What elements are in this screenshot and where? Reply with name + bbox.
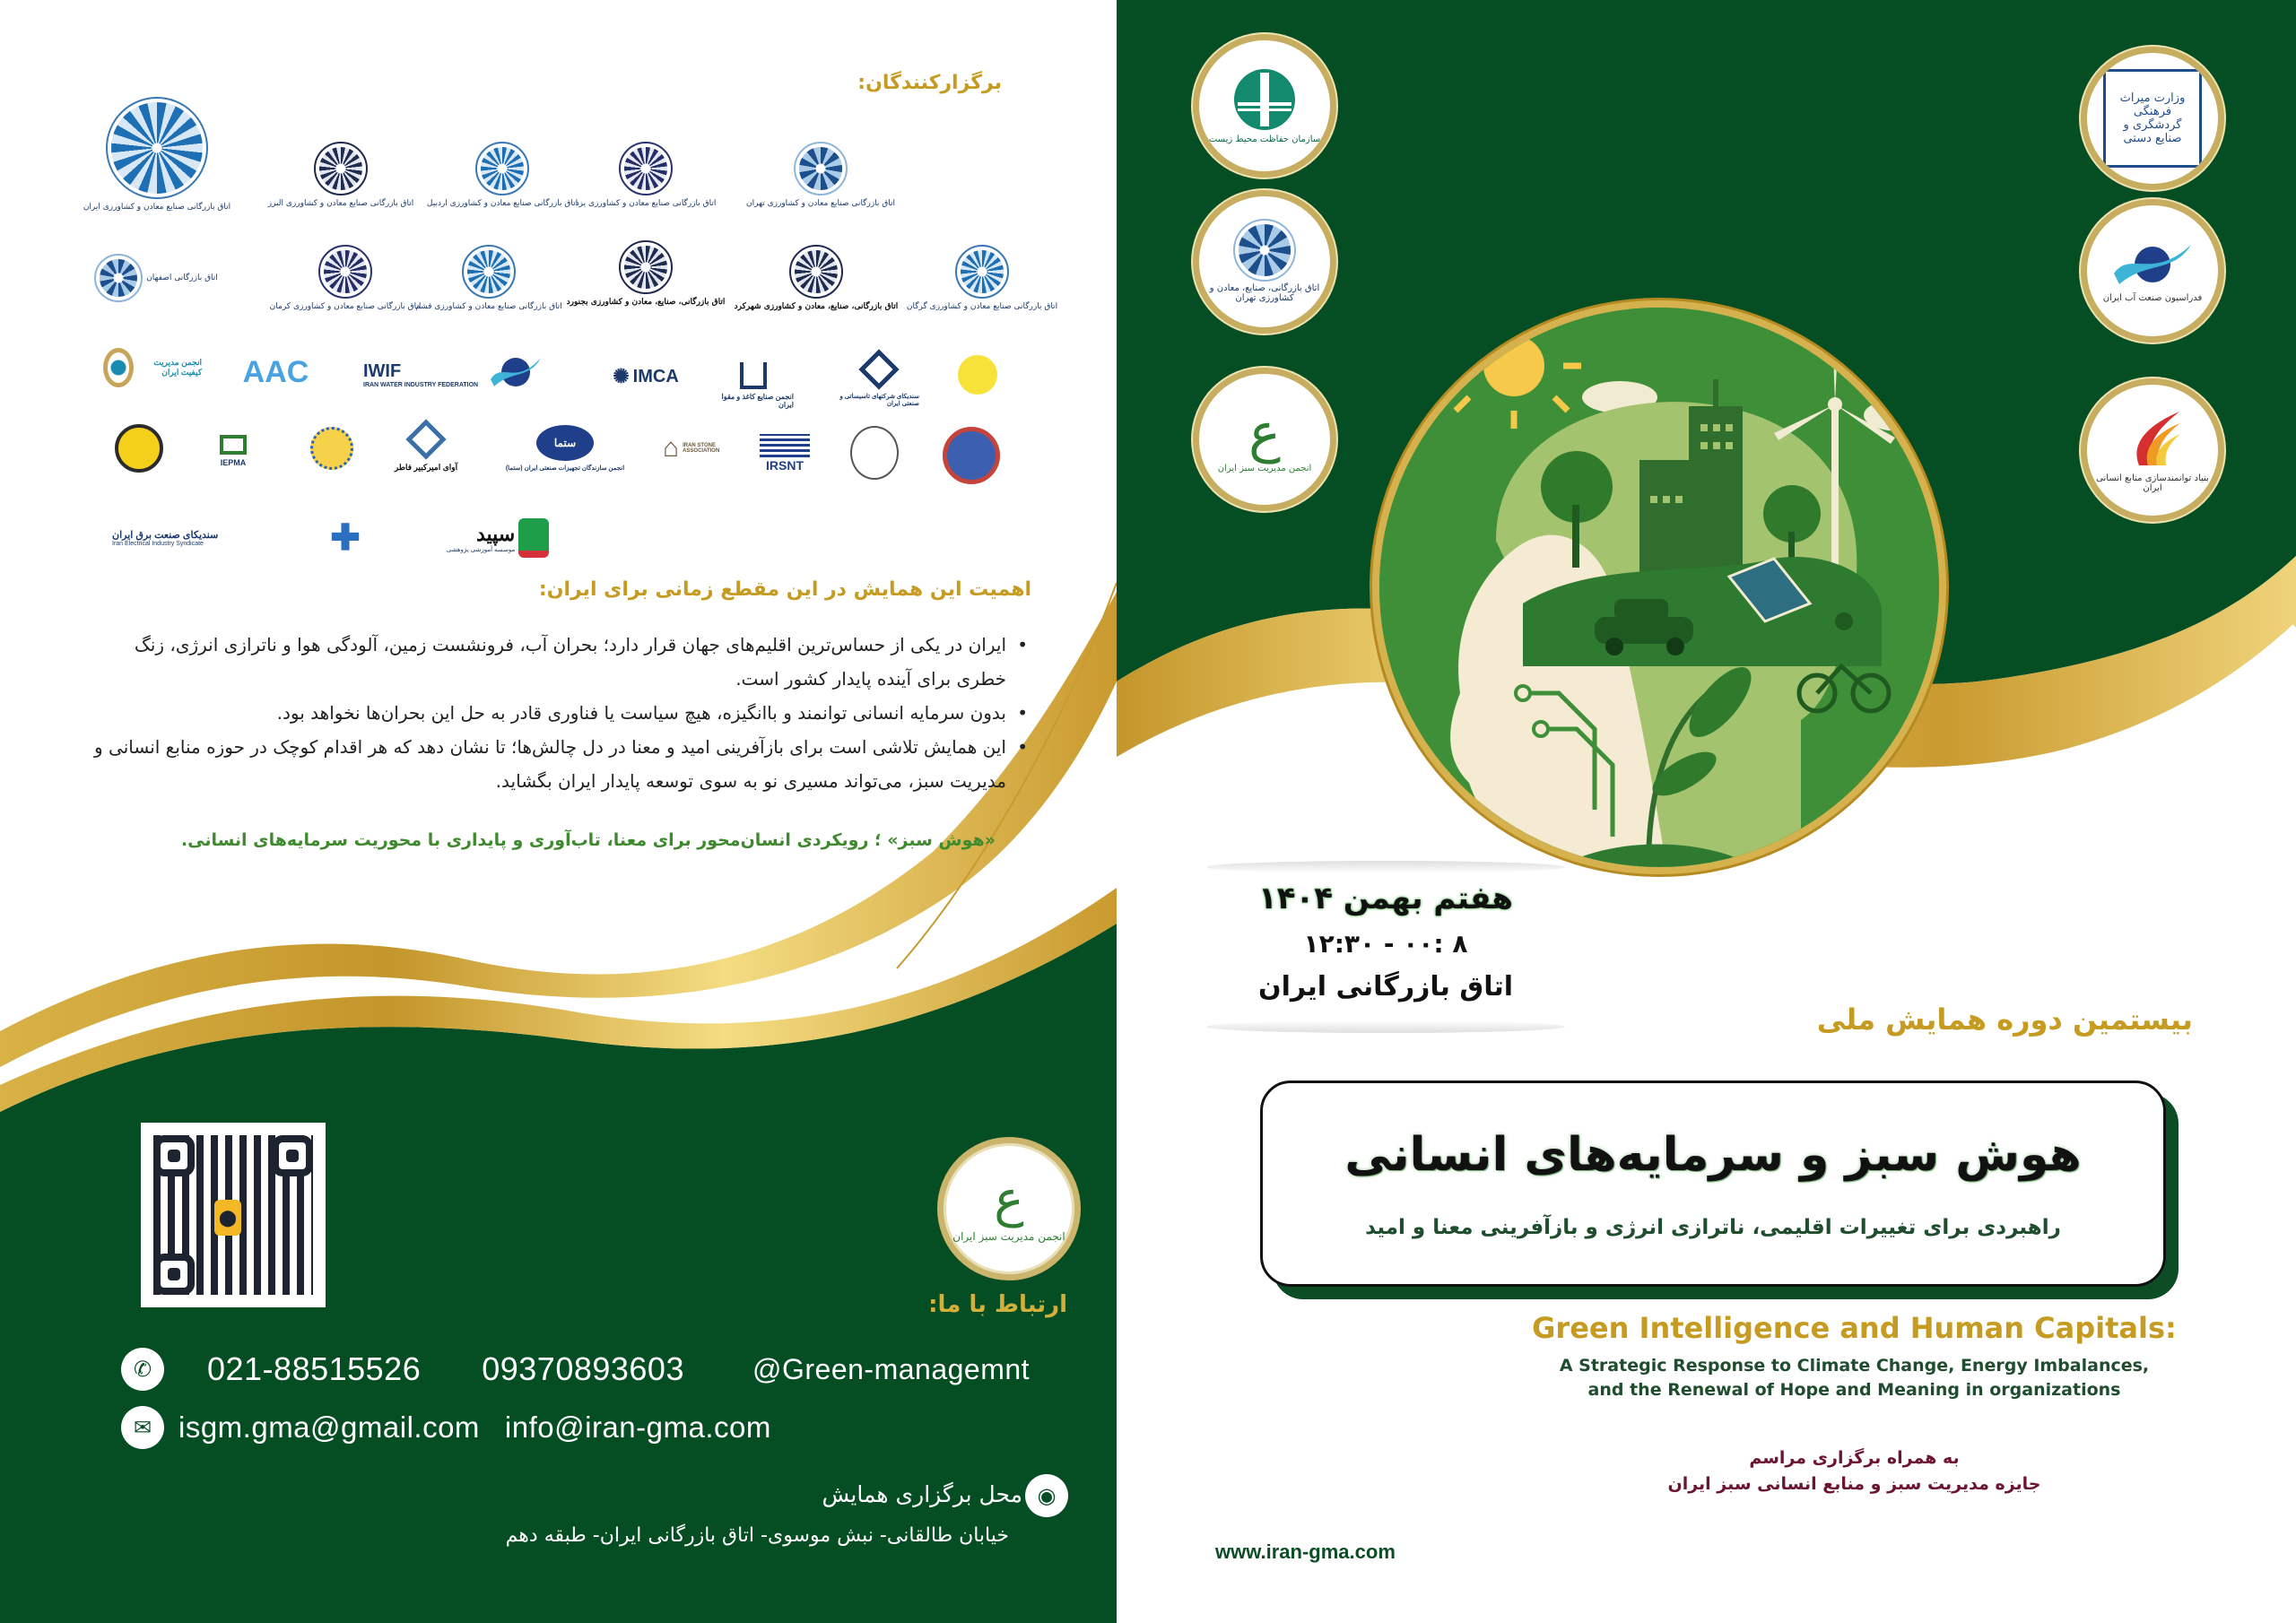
chamber-wheel-icon bbox=[957, 247, 1007, 297]
iepma-icon bbox=[220, 435, 247, 455]
polymer-assoc-logo bbox=[937, 421, 1004, 489]
chamber-wheel-icon bbox=[621, 143, 671, 194]
electric-tower-logo bbox=[300, 421, 363, 475]
chamber-wheel-icon bbox=[791, 247, 841, 297]
tehran-chamber-badge: اتاق بازرگانی، صنایع، معادن و کشاورزی تهران bbox=[1193, 190, 1336, 334]
phone-icon: ✆ bbox=[121, 1348, 164, 1391]
email-info[interactable]: info@iran-gma.com bbox=[504, 1410, 771, 1444]
qr-code[interactable] bbox=[141, 1123, 326, 1307]
textile-assoc-icon bbox=[850, 426, 899, 480]
chamber-shahrekord-logo: اتاق بازرگانی، صنایع، معادن و کشاورزی شهرکرد bbox=[726, 247, 906, 311]
avay-logo: آوای امیرکبیر فاطر bbox=[386, 417, 466, 480]
social-handle[interactable]: @Green-managemnt bbox=[752, 1352, 1031, 1385]
hr-foundation-badge: بنیاد توانمندسازی منابع انسانی ایران bbox=[2081, 378, 2224, 522]
importance-bullet: • این همایش تلاشی است برای بازآفرینی امید و معنا در دل چالش‌ها؛ تا نشان دهد که هر اقدام کوچک در حوزه منابع انسانی و مدیریت سبز، می‌تواند مسیری نو به سوی توسعه پایدار ایران بگشاید. bbox=[90, 730, 1031, 798]
email-row bbox=[121, 1406, 771, 1449]
stone-assoc-logo: ⌂ IRAN STONE ASSOCIATION bbox=[662, 433, 720, 463]
imca-icon: ✺ bbox=[613, 365, 630, 387]
location-icon: ◉ bbox=[1025, 1474, 1068, 1517]
conference-subtitle: راهبردی برای تغییرات اقلیمی، ناترازی انرژی و بازآفرینی معنا و امید bbox=[1365, 1216, 2061, 1239]
contact-title: ارتباط با ما: bbox=[928, 1291, 1067, 1318]
importance-bullet: • ایران در یکی از حساس‌ترین اقلیم‌های جهان قرار دارد؛ بحران آب، فرونشست زمین، آلودگی هوا و ناترازی انرژی، زنگ خطری برای آینده پایدار کشور است. bbox=[90, 628, 1031, 696]
sepid-logo: سپید موسسه آموزشی پژوهشی bbox=[444, 511, 552, 565]
electrical-syndicate-logo: سندیکای صنعت برق ایران Iran Electrical Industry Syndicate bbox=[112, 530, 219, 547]
chamber-wheel-icon bbox=[108, 99, 206, 197]
yellow-ring-icon bbox=[115, 424, 163, 473]
textile-assoc-logo bbox=[848, 421, 901, 484]
chamber-wheel-icon bbox=[477, 143, 527, 194]
event-date-block bbox=[1188, 861, 1583, 1033]
aac-logo bbox=[238, 345, 314, 399]
chamber-wheel-icon bbox=[796, 143, 846, 194]
water-federation-badge: فدراسیون صنعت آب ایران bbox=[2081, 199, 2224, 343]
blue-cross-icon: ✚ bbox=[330, 518, 361, 558]
importance-list bbox=[90, 628, 1031, 798]
electrical-syndicate-icon: سندیکای صنعت برق ایران bbox=[112, 530, 219, 541]
importance-bullet: • بدون سرمایه انسانی توانمند و باانگیزه، هیچ سیاست یا فناوری قادر به حل این بحران‌ها نخواهد بود. bbox=[90, 696, 1031, 730]
chamber-gorgan-logo: اتاق بازرگانی صنایع معادن و کشاورزی گرگان bbox=[906, 247, 1058, 311]
water-wave-logo bbox=[484, 350, 547, 395]
green-mind-illustration bbox=[1372, 300, 1946, 874]
irsnt-logo: IRSNT bbox=[753, 426, 816, 480]
heritage-ministry-badge bbox=[2081, 47, 2224, 190]
back-cover-panel bbox=[0, 0, 1117, 1623]
organizers-title: برگزارکنندگان: bbox=[857, 72, 1002, 94]
event-venue: اتاق بازرگانی ایران bbox=[1257, 971, 1514, 1002]
isfahan-chamber-icon bbox=[96, 256, 141, 300]
chamber-tehran-logo: اتاق بازرگانی صنایع معادن و کشاورزی تهران bbox=[744, 143, 897, 208]
mail-icon: ✉ bbox=[121, 1406, 164, 1449]
water-wave-icon bbox=[489, 352, 543, 392]
chamber-bojnurd-logo: اتاق بازرگانی، صنایع، معادن و کشاورزی بجنورد bbox=[556, 242, 735, 307]
chamber-wheel-icon bbox=[316, 143, 366, 194]
green-intelligence-tagline: «هوش سبز» ؛ رویکردی انسان‌محور برای معنا، تاب‌آوری و پایداری با محوریت سرمایه‌های انسانی. bbox=[180, 830, 996, 850]
sepid-icon bbox=[518, 518, 549, 558]
sun-reed-icon bbox=[958, 355, 997, 395]
venue-title: محل برگزاری همایش bbox=[822, 1481, 1022, 1507]
stone-assoc-icon: ⌂ bbox=[662, 433, 680, 463]
email-gmail[interactable]: isgm.gma@gmail.com bbox=[178, 1410, 480, 1444]
chamber-wheel-icon bbox=[1235, 221, 1294, 280]
paper-assoc-icon bbox=[740, 362, 767, 389]
phone-row bbox=[121, 1348, 1030, 1391]
phone-landline[interactable]: 021-88515526 bbox=[207, 1350, 422, 1387]
hr-foundation-icon bbox=[2121, 407, 2184, 470]
organizer-logos bbox=[0, 0, 1117, 574]
gma-logo-icon: ع bbox=[1248, 401, 1281, 464]
yellow-ring-logo bbox=[112, 421, 166, 475]
chamber-kerman-logo: اتاق بازرگانی صنایع معادن و کشاورزی کرمان bbox=[274, 247, 417, 311]
setma-icon: ستما bbox=[536, 425, 594, 461]
installers-syndicate-logo: سندیکای شرکتهای تاسیساتی و صنعتی ایران bbox=[839, 350, 919, 412]
importance-title: اهمیت این همایش در این مقطع زمانی برای ایران: bbox=[538, 578, 1031, 601]
imca-logo: ✺ IMCA bbox=[613, 365, 679, 387]
gma-badge: ع انجمن مدیریت سبز ایران bbox=[1193, 368, 1336, 511]
phone-mobile[interactable]: 09370893603 bbox=[482, 1350, 684, 1387]
qr-pattern bbox=[153, 1135, 313, 1295]
quality-assoc-logo: انجمن مدیریت کیفیت ایران bbox=[103, 336, 202, 399]
conference-title: هوش سبز و سرمایه‌های انسانی bbox=[1344, 1128, 2082, 1182]
importance-section bbox=[90, 578, 1031, 850]
map-pin-icon: ⬤ bbox=[214, 1200, 241, 1236]
green-head-city-icon bbox=[1379, 308, 1939, 867]
installers-syndicate-icon bbox=[858, 349, 899, 389]
environment-org-badge: سازمان حفاظت محیط زیست bbox=[1193, 34, 1336, 178]
award-ceremony-note: به همراه برگزاری مراسم جایزه مدیریت سبز و منابع انسانی سبز ایران bbox=[1667, 1448, 2041, 1494]
chamber-wheel-icon bbox=[320, 247, 370, 297]
iepma-logo: IEPMA bbox=[197, 421, 269, 480]
chamber-alborz-logo: اتاق بازرگانی صنایع معادن و کشاورزی البرز bbox=[269, 143, 413, 208]
chamber-ardabil-logo: اتاق بازرگانی صنایع معادن و کشاورزی اردبیل bbox=[430, 143, 574, 208]
polymer-assoc-icon bbox=[943, 427, 1000, 484]
english-subtitle: A Strategic Response to Climate Change, Energy Imbalances, and the Renewal of Hope and Meaning in organizations bbox=[1559, 1356, 2150, 1400]
chamber-isfahan-logo: اتاق بازرگانی اصفهان bbox=[94, 256, 220, 300]
aac-icon: AAC bbox=[242, 354, 309, 389]
edition-label: بیستمین دوره همایش ملی bbox=[1816, 1002, 2193, 1037]
electric-tower-icon bbox=[310, 427, 353, 470]
gma-logo-icon: ع bbox=[994, 1170, 1024, 1228]
chamber-iran-logo: اتاق بازرگانی صنایع معادن و کشاورزی ایران bbox=[76, 99, 238, 212]
quality-assoc-icon bbox=[103, 348, 134, 387]
website-link[interactable]: www.iran-gma.com bbox=[1215, 1541, 1396, 1563]
iwif-icon: IWIF bbox=[363, 360, 402, 381]
event-time: ۸ :۰۰ - ۱۲:۳۰ bbox=[1303, 929, 1468, 959]
paper-assoc-logo: انجمن صنایع کاغذ و مقوا ایران bbox=[713, 354, 794, 417]
chamber-qeshm-logo: اتاق بازرگانی صنایع معادن و کشاورزی قشم bbox=[417, 247, 561, 311]
chamber-wheel-icon bbox=[464, 247, 514, 297]
setma-logo: ستما انجمن سازندگان تجهیزات صنعتی ایران (ستما) bbox=[498, 417, 632, 480]
event-date: هفتم بهمن ۱۴۰۴ bbox=[1258, 881, 1513, 916]
gma-badge: ع انجمن مدیریت سبز ایران bbox=[937, 1137, 1081, 1280]
front-cover-panel bbox=[1117, 0, 2296, 1623]
irsnt-icon bbox=[760, 434, 810, 457]
blue-cross-logo bbox=[314, 511, 377, 565]
water-federation-icon bbox=[2112, 239, 2193, 290]
avay-icon bbox=[405, 419, 446, 459]
english-title: Green Intelligence and Human Capitals: bbox=[1532, 1311, 2177, 1345]
title-box bbox=[1260, 1081, 2166, 1287]
venue-address: خیابان طالقانی- نبش موسوی- اتاق بازرگانی ایران- طبقه دهم bbox=[505, 1524, 1009, 1547]
environment-org-icon bbox=[1233, 68, 1296, 131]
chamber-yazd-logo: اتاق بازرگانی صنایع معادن و کشاورزی یزد bbox=[574, 143, 718, 208]
iwif-logo: IWIF IRAN WATER INDUSTRY FEDERATION bbox=[363, 360, 479, 388]
sun-reed-logo bbox=[951, 345, 1004, 404]
chamber-wheel-icon bbox=[621, 242, 671, 292]
heritage-ministry-icon: وزارت میراث فرهنگی گردشگری و صنایع دستی bbox=[2103, 69, 2202, 168]
